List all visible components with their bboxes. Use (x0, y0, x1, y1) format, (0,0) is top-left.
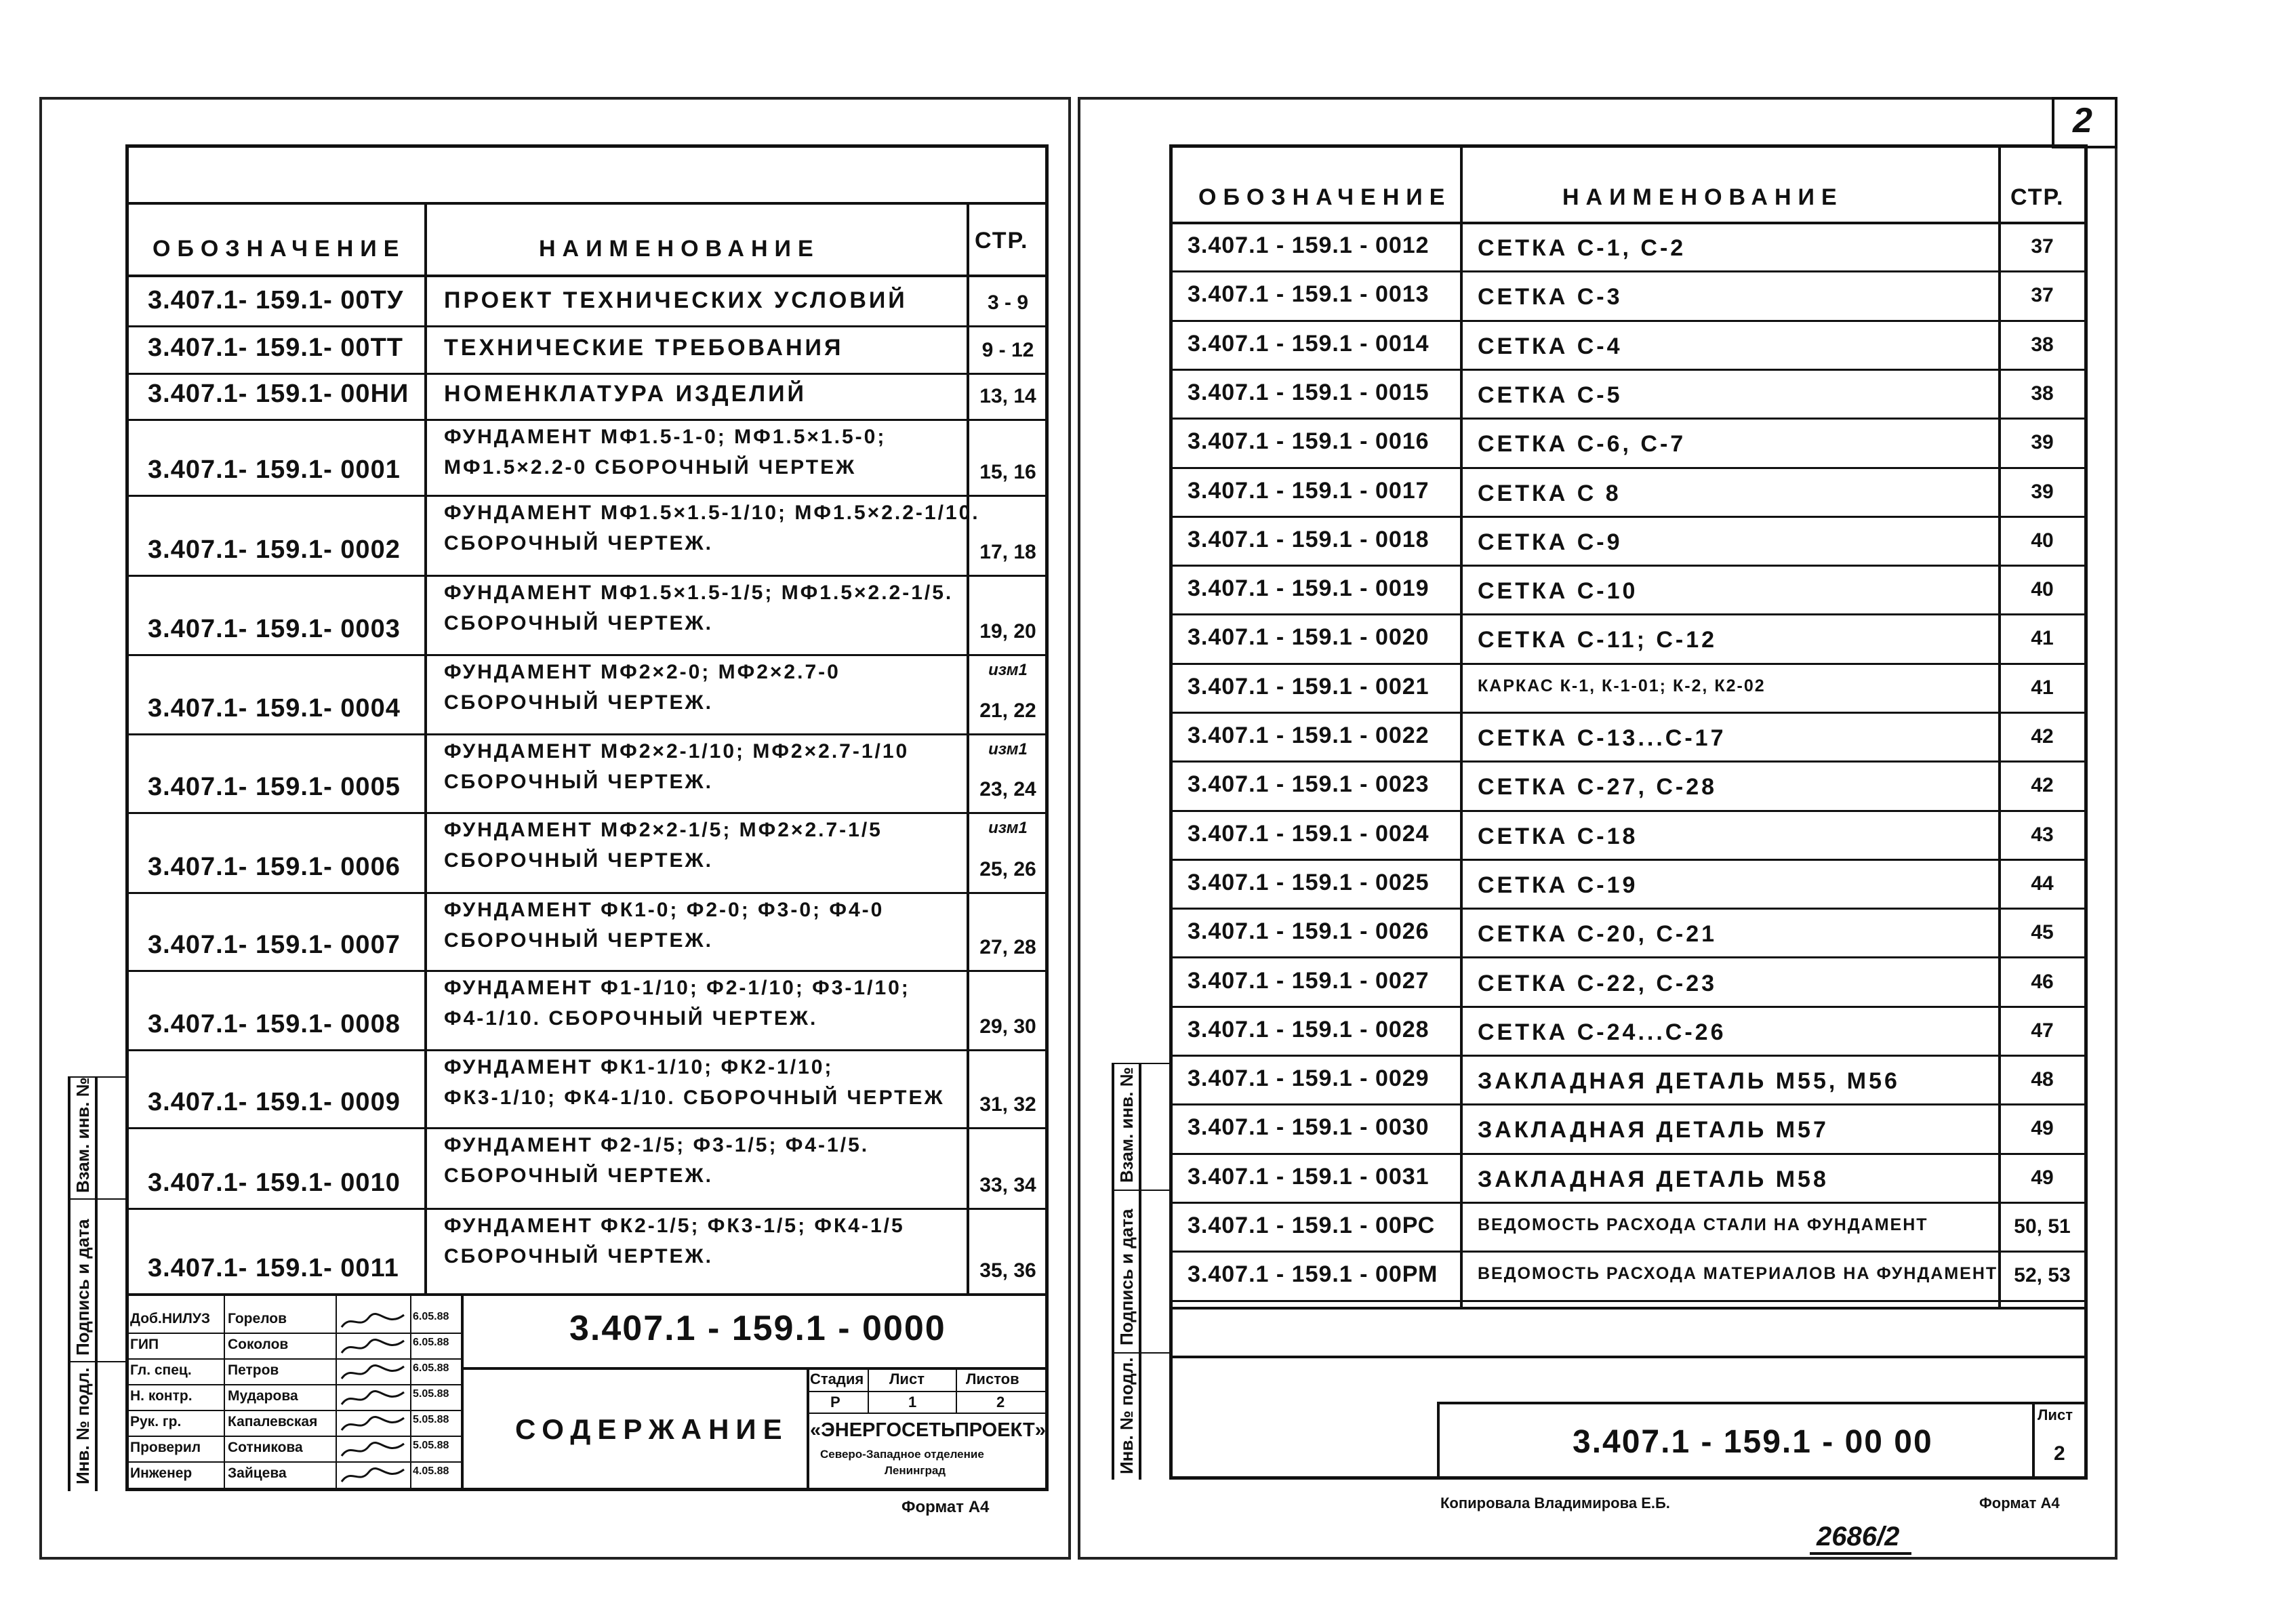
left-row-code: 3.407.1- 159.1- 0002 (148, 535, 401, 564)
left-row-name-line1: НОМЕНКЛАТУРА ИЗДЕЛИЙ (444, 381, 807, 407)
right-row-name: СЕТКА С-3 (1478, 284, 1623, 310)
signature-icon (339, 1387, 407, 1410)
right-row-name: ЗАКЛАДНАЯ ДЕТАЛЬ М57 (1478, 1117, 1829, 1143)
left-row-page: 9 - 12 (981, 339, 1034, 361)
left-row-line (127, 733, 1047, 735)
right-row-page: 40 (2031, 578, 2054, 601)
right-row-line (1171, 613, 2086, 615)
org-branch-2: Ленинград (885, 1464, 946, 1477)
person-name: Горелов (228, 1311, 287, 1326)
right-row-page: 45 (2031, 921, 2054, 943)
archive-number: 2686/2 (1817, 1522, 1900, 1551)
left-row-name-line1: ФУНДАМЕНТ МФ2×2-0; МФ2×2.7-0 (444, 661, 840, 683)
right-row-name: СЕТКА С-20, С-21 (1478, 921, 1718, 947)
left-col-divider-2 (967, 202, 969, 1293)
left-row-page: 13, 14 (979, 385, 1036, 407)
left-row-name-line2: СБОРОЧНЫЙ ЧЕРТЕЖ. (444, 849, 714, 872)
right-row-name: ВЕДОМОСТЬ РАСХОДА СТАЛИ НА ФУНДАМЕНТ (1478, 1215, 1928, 1234)
right-row-line (1171, 1103, 2086, 1105)
person-role: Н. контр. (130, 1388, 192, 1404)
left-row-code: 3.407.1- 159.1- 0003 (148, 615, 401, 643)
right-row-name: СЕТКА С-6, С-7 (1478, 431, 1686, 457)
left-row-page: 25, 26 (979, 858, 1036, 880)
left-row-name-line1: ФУНДАМЕНТ Ф1-1/10; Ф2-1/10; Ф3-1/10; (444, 977, 910, 999)
right-row-code: 3.407.1 - 159.1 - 00РМ (1188, 1261, 1438, 1287)
title-block-code-bottom (461, 1367, 1049, 1370)
person-name: Мударова (228, 1388, 298, 1404)
right-row-page: 42 (2031, 774, 2054, 796)
right-row-code: 3.407.1 - 159.1 - 0028 (1188, 1017, 1430, 1042)
right-row-page: 39 (2031, 431, 2054, 453)
signature-icon (339, 1361, 407, 1384)
person-role: Доб.НИЛУЗ (130, 1311, 211, 1326)
left-row-line (127, 495, 1047, 497)
person-name: Петров (228, 1362, 279, 1378)
right-row-code: 3.407.1 - 159.1 - 0029 (1188, 1065, 1430, 1091)
right-row-page: 38 (2031, 333, 2054, 356)
right-row-name: ВЕДОМОСТЬ РАСХОДА МАТЕРИАЛОВ НА ФУНДАМЕНТ (1478, 1264, 1998, 1283)
right-row-code: 3.407.1 - 159.1 - 0023 (1188, 771, 1430, 797)
right-row-page: 49 (2031, 1166, 2054, 1189)
person-role: Проверил (130, 1440, 201, 1455)
right-side-label-sign: Подпись и дата (1116, 1209, 1137, 1345)
left-row-name-line2: МФ1.5×2.2-0 СБОРОЧНЫЙ ЧЕРТЕЖ (444, 456, 857, 479)
left-row-page: 23, 24 (979, 778, 1036, 800)
right-row-name: СЕТКА С 8 (1478, 481, 1621, 506)
left-row-code: 3.407.1- 159.1- 0004 (148, 694, 401, 723)
left-side-label-sign: Подпись и дата (73, 1219, 93, 1356)
right-doc-code: 3.407.1 - 159.1 - 00 00 (1573, 1424, 1933, 1460)
left-side-strip-sep-2 (68, 1198, 125, 1200)
right-header-name: НАИМЕНОВАНИЕ (1562, 184, 1844, 210)
sheets-label: Листов (966, 1371, 1019, 1387)
left-row-line (127, 970, 1047, 972)
people-row-line (127, 1461, 461, 1463)
org-name: «ЭНЕРГОСЕТЬПРОЕКТ» (810, 1419, 1046, 1441)
signature-icon (339, 1310, 407, 1333)
right-row-code: 3.407.1 - 159.1 - 0031 (1188, 1164, 1430, 1190)
right-row-page: 39 (2031, 481, 2054, 503)
right-header-designation: ОБОЗНАЧЕНИЕ (1198, 184, 1452, 210)
right-side-label-inv: Инв. № подл. (1116, 1357, 1137, 1474)
title-block-title: СОДЕРЖАНИЕ (515, 1413, 789, 1445)
right-row-page: 49 (2031, 1117, 2054, 1139)
right-row-line (1171, 418, 2086, 420)
left-row-page: 19, 20 (979, 620, 1036, 643)
sheets-value: 2 (996, 1394, 1005, 1410)
person-date: 4.05.88 (413, 1465, 449, 1477)
left-row-name-line2: СБОРОЧНЫЙ ЧЕРТЕЖ. (444, 532, 714, 554)
left-row-name-line1: ПРОЕКТ ТЕХНИЧЕСКИХ УСЛОВИЙ (444, 287, 908, 313)
left-row-line (127, 373, 1047, 375)
right-row-page: 37 (2031, 284, 2054, 306)
left-row-page: 29, 30 (979, 1015, 1036, 1038)
person-date: 5.05.88 (413, 1388, 449, 1400)
left-side-label-replace: Взам. инв. № (73, 1077, 93, 1193)
right-row-code: 3.407.1 - 159.1 - 00РС (1188, 1213, 1436, 1238)
left-row-name-line2: СБОРОЧНЫЙ ЧЕРТЕЖ. (444, 691, 714, 714)
left-row-name-line1: ФУНДАМЕНТ МФ2×2-1/10; МФ2×2.7-1/10 (444, 740, 910, 763)
person-name: Капалевская (228, 1414, 318, 1429)
signature-icon (339, 1464, 407, 1487)
person-role: Гл. спец. (130, 1362, 192, 1378)
sheet-number: 2 (2073, 101, 2092, 140)
left-row-page: 35, 36 (979, 1259, 1036, 1282)
right-side-strip-sep-1 (1112, 1063, 1169, 1064)
right-row-name: ЗАКЛАДНАЯ ДЕТАЛЬ М58 (1478, 1166, 1829, 1192)
person-name: Соколов (228, 1337, 289, 1352)
right-row-page: 40 (2031, 529, 2054, 552)
left-row-name-line1: ФУНДАМЕНТ Ф2-1/5; Ф3-1/5; Ф4-1/5. (444, 1134, 870, 1156)
right-row-code: 3.407.1 - 159.1 - 0030 (1188, 1114, 1430, 1140)
right-col-divider-2 (1998, 144, 2001, 1307)
right-row-code: 3.407.1 - 159.1 - 0021 (1188, 674, 1430, 699)
left-row-name-line2: СБОРОЧНЫЙ ЧЕРТЕЖ. (444, 612, 714, 634)
left-row-name-line2: Ф4-1/10. СБОРОЧНЫЙ ЧЕРТЕЖ. (444, 1007, 818, 1030)
left-row-code: 3.407.1- 159.1- 00НИ (148, 380, 409, 408)
right-row-code: 3.407.1 - 159.1 - 0027 (1188, 968, 1430, 994)
left-row-name-line1: ФУНДАМЕНТ МФ2×2-1/5; МФ2×2.7-1/5 (444, 819, 883, 841)
right-row-name: СЕТКА С-9 (1478, 529, 1623, 555)
left-row-code: 3.407.1- 159.1- 00ТУ (148, 286, 404, 314)
right-row-code: 3.407.1 - 159.1 - 0020 (1188, 624, 1430, 650)
right-row-page: 43 (2031, 824, 2054, 846)
right-side-strip-line-1 (1112, 1063, 1114, 1480)
right-row-name: СЕТКА С-22, С-23 (1478, 971, 1718, 996)
left-side-strip-sep-3 (68, 1361, 125, 1362)
right-side-strip-line-2 (1139, 1063, 1141, 1480)
left-row-code: 3.407.1- 159.1- 0001 (148, 455, 401, 484)
right-row-name: СЕТКА С-10 (1478, 578, 1638, 604)
right-sheet-value: 2 (2054, 1442, 2065, 1465)
right-col-divider-1 (1460, 144, 1463, 1307)
person-date: 6.05.88 (413, 1311, 449, 1322)
right-row-page: 48 (2031, 1068, 2054, 1091)
left-side-label-inv: Инв. № подл. (73, 1367, 93, 1484)
right-side-label-replace: Взам. инв. № (1116, 1067, 1137, 1183)
right-row-code: 3.407.1 - 159.1 - 0012 (1188, 232, 1430, 258)
left-row-page: 31, 32 (979, 1093, 1036, 1116)
left-row-name-line1: ФУНДАМЕНТ ФК1-0; Ф2-0; Ф3-0; Ф4-0 (444, 899, 885, 921)
right-sheet-label: Лист (2038, 1406, 2073, 1423)
right-header-page: СТР. (2010, 184, 2065, 210)
left-row-name-line2: СБОРОЧНЫЙ ЧЕРТЕЖ. (444, 1245, 714, 1267)
right-row-code: 3.407.1 - 159.1 - 0025 (1188, 870, 1430, 895)
left-row-name-line2: СБОРОЧНЫЙ ЧЕРТЕЖ. (444, 1164, 714, 1187)
people-row-line (127, 1358, 461, 1360)
right-row-page: 41 (2031, 676, 2054, 699)
right-row-name: СЕТКА С-24...С-26 (1478, 1019, 1726, 1045)
person-name: Зайцева (228, 1465, 287, 1481)
right-row-line (1171, 1153, 2086, 1155)
stage-value: Р (830, 1394, 840, 1410)
right-row-page: 52, 53 (2014, 1264, 2071, 1286)
right-row-line (1171, 810, 2086, 812)
left-header-name: НАИМЕНОВАНИЕ (539, 236, 820, 262)
people-row-line (127, 1410, 461, 1411)
person-role: ГИП (130, 1337, 159, 1352)
right-row-name: СЕТКА С-1, С-2 (1478, 235, 1686, 261)
right-title-block-left (1437, 1402, 1440, 1480)
archive-underline (1810, 1552, 1911, 1555)
right-row-line (1171, 565, 2086, 567)
right-row-line (1171, 369, 2086, 371)
right-row-line (1171, 270, 2086, 272)
people-row-line (127, 1436, 461, 1437)
left-row-page: 3 - 9 (987, 291, 1029, 314)
left-row-code: 3.407.1- 159.1- 0008 (148, 1010, 401, 1038)
left-row-name-line1: ТЕХНИЧЕСКИЕ ТРЕБОВАНИЯ (444, 335, 844, 361)
right-row-name: СЕТКА С-19 (1478, 872, 1638, 898)
left-format-label: Формат А4 (901, 1498, 990, 1516)
right-row-line (1171, 467, 2086, 469)
left-row-line (127, 892, 1047, 894)
copied-by: Копировала Владимирова Е.Б. (1440, 1495, 1670, 1511)
left-row-page: 17, 18 (979, 541, 1036, 563)
right-title-block-inner-top (1437, 1402, 2088, 1404)
right-row-line (1171, 712, 2086, 714)
left-row-name-line1: ФУНДАМЕНТ ФК2-1/5; ФК3-1/5; ФК4-1/5 (444, 1215, 905, 1237)
sheet-label: Лист (889, 1371, 925, 1387)
right-side-strip-sep-2 (1112, 1190, 1169, 1191)
left-row-code: 3.407.1- 159.1- 00ТТ (148, 333, 403, 362)
left-row-line (127, 654, 1047, 656)
left-side-strip-line-1 (68, 1076, 70, 1491)
right-row-line (1171, 956, 2086, 958)
right-row-code: 3.407.1 - 159.1 - 0015 (1188, 380, 1430, 405)
right-row-line (1171, 1300, 2086, 1302)
title-block-stage-line-2 (807, 1413, 1049, 1414)
right-row-page: 38 (2031, 382, 2054, 405)
person-date: 6.05.88 (413, 1337, 449, 1348)
right-row-name: КАРКАС К-1, К-1-01; К-2, К2-02 (1478, 676, 1766, 695)
person-role: Инженер (130, 1465, 192, 1481)
right-row-page: 44 (2031, 872, 2054, 895)
title-block-org-divider (807, 1367, 809, 1491)
right-row-page: 50, 51 (2014, 1215, 2071, 1238)
right-row-page: 37 (2031, 235, 2054, 258)
person-date: 5.05.88 (413, 1414, 449, 1425)
right-title-block-sheet-col (2032, 1402, 2035, 1480)
right-row-code: 3.407.1 - 159.1 - 0013 (1188, 281, 1430, 307)
title-block-people-divider (461, 1293, 464, 1491)
left-row-code: 3.407.1- 159.1- 0007 (148, 931, 401, 959)
signature-icon (339, 1335, 407, 1358)
left-row-name-line1: ФУНДАМЕНТ ФК1-1/10; ФК2-1/10; (444, 1056, 834, 1078)
left-row-line (127, 575, 1047, 577)
left-header-bottom-line (127, 275, 1047, 277)
left-row-page: изм1 (988, 819, 1028, 837)
right-row-code: 3.407.1 - 159.1 - 0017 (1188, 478, 1430, 504)
person-name: Сотникова (228, 1440, 303, 1455)
left-row-name-line1: ФУНДАМЕНТ МФ1.5×1.5-1/5; МФ1.5×2.2-1/5. (444, 582, 954, 604)
right-table-end-line (1171, 1307, 2086, 1310)
org-branch-1: Северо-Западное отделение (820, 1448, 984, 1461)
left-row-name-line1: ФУНДАМЕНТ МФ1.5×1.5-1/10; МФ1.5×2.2-1/10. (444, 502, 980, 524)
left-row-code: 3.407.1- 159.1- 0011 (148, 1254, 399, 1282)
right-row-line (1171, 908, 2086, 910)
people-row-line (127, 1384, 461, 1385)
right-row-code: 3.407.1 - 159.1 - 0019 (1188, 575, 1430, 601)
right-row-code: 3.407.1 - 159.1 - 0024 (1188, 821, 1430, 847)
right-row-name: СЕТКА С-11; С-12 (1478, 627, 1718, 653)
right-row-page: 41 (2031, 627, 2054, 649)
right-row-name: СЕТКА С-5 (1478, 382, 1623, 408)
left-row-name-line1: ФУНДАМЕНТ МФ1.5-1-0; МФ1.5×1.5-0; (444, 426, 887, 448)
left-row-line (127, 325, 1047, 327)
left-col-divider-1 (424, 202, 427, 1293)
right-row-line (1171, 1055, 2086, 1057)
left-header-designation: ОБОЗНАЧЕНИЕ (153, 236, 406, 262)
right-side-strip-sep-3 (1112, 1352, 1169, 1354)
right-format-label: Формат А4 (1979, 1495, 2060, 1511)
right-row-code: 3.407.1 - 159.1 - 0022 (1188, 723, 1430, 748)
right-row-line (1171, 663, 2086, 665)
left-header-page: СТР. (975, 228, 1029, 253)
left-row-line (127, 812, 1047, 814)
right-row-name: СЕТКА С-13...С-17 (1478, 725, 1726, 751)
right-title-block-top (1171, 1356, 2086, 1358)
right-row-code: 3.407.1 - 159.1 - 0016 (1188, 428, 1430, 454)
left-row-code: 3.407.1- 159.1- 0009 (148, 1088, 401, 1116)
signature-icon (339, 1413, 407, 1436)
right-row-page: 42 (2031, 725, 2054, 748)
sheet-value: 1 (908, 1394, 917, 1410)
title-block-stage-line-1 (807, 1391, 1049, 1392)
left-row-page: изм1 (988, 661, 1028, 679)
right-row-code: 3.407.1 - 159.1 - 0014 (1188, 331, 1430, 357)
right-row-code: 3.407.1 - 159.1 - 0018 (1188, 527, 1430, 552)
people-row-line (127, 1333, 461, 1334)
right-row-line (1171, 516, 2086, 518)
title-block-stage-col-2 (956, 1367, 957, 1413)
right-row-page: 47 (2031, 1019, 2054, 1042)
right-header-bottom-line (1171, 222, 2086, 224)
title-block-top-line (127, 1293, 1047, 1296)
right-row-line (1171, 1202, 2086, 1204)
left-row-code: 3.407.1- 159.1- 0010 (148, 1169, 401, 1197)
signature-icon (339, 1438, 407, 1461)
person-date: 6.05.88 (413, 1362, 449, 1374)
right-row-line (1171, 1006, 2086, 1008)
left-row-line (127, 1127, 1047, 1129)
left-row-name-line2: СБОРОЧНЫЙ ЧЕРТЕЖ. (444, 771, 714, 793)
left-side-strip-line-2 (95, 1076, 98, 1491)
title-block-stage-col-1 (868, 1367, 869, 1413)
left-row-line (127, 419, 1047, 421)
title-block-doc-code: 3.407.1 - 159.1 - 0000 (569, 1309, 946, 1348)
right-row-page: 46 (2031, 971, 2054, 993)
right-row-line (1171, 320, 2086, 322)
person-date: 5.05.88 (413, 1440, 449, 1451)
right-row-name: ЗАКЛАДНАЯ ДЕТАЛЬ М55, М56 (1478, 1068, 1900, 1094)
left-row-page: 27, 28 (979, 936, 1036, 958)
right-row-line (1171, 1251, 2086, 1253)
left-row-code: 3.407.1- 159.1- 0005 (148, 773, 401, 801)
right-row-name: СЕТКА С-27, С-28 (1478, 774, 1718, 800)
left-row-code: 3.407.1- 159.1- 0006 (148, 853, 401, 881)
left-row-line (127, 1208, 1047, 1210)
right-row-name: СЕТКА С-18 (1478, 824, 1638, 849)
left-row-name-line2: СБОРОЧНЫЙ ЧЕРТЕЖ. (444, 929, 714, 952)
right-row-code: 3.407.1 - 159.1 - 0026 (1188, 918, 1430, 944)
left-row-page: 15, 16 (979, 461, 1036, 483)
left-row-name-line2: ФК3-1/10; ФК4-1/10. СБОРОЧНЫЙ ЧЕРТЕЖ (444, 1087, 945, 1109)
left-row-page: изм1 (988, 740, 1028, 758)
left-row-page: 21, 22 (979, 699, 1036, 722)
right-row-line (1171, 859, 2086, 861)
left-row-line (127, 1049, 1047, 1051)
left-row-page: 33, 34 (979, 1174, 1036, 1196)
right-row-name: СЕТКА С-4 (1478, 333, 1623, 359)
right-row-line (1171, 760, 2086, 763)
person-role: Рук. гр. (130, 1414, 182, 1429)
stage-label: Стадия (810, 1371, 864, 1387)
left-top-band-line (127, 202, 1047, 205)
